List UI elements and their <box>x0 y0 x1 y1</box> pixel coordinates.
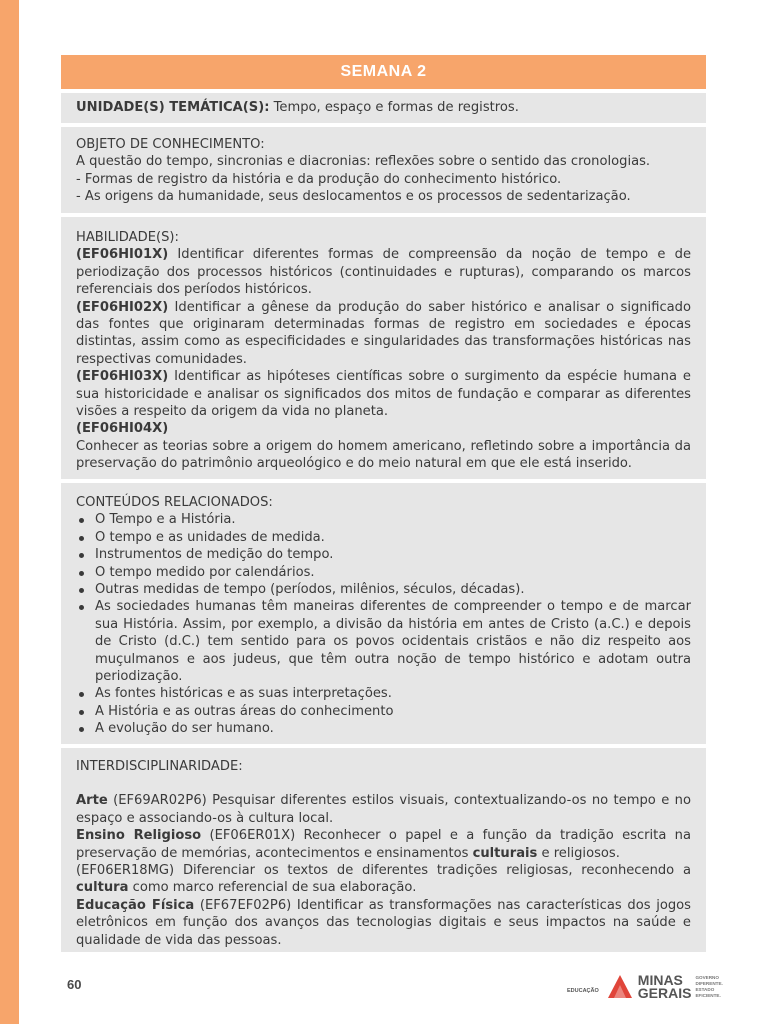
list-item: As fontes históricas e as suas interpretações. <box>76 685 691 702</box>
interdisciplinaridade-box <box>61 748 706 952</box>
habilidade-text: Identificar diferentes formas de compreensão da noção de tempo e de periodização dos processos históricos (continuidades e rupturas), comparando os marcos referenciais dos períodos históricos. <box>76 247 691 298</box>
arte-text: (EF69AR02P6) Pesquisar diferentes estilos visuais, contextualizando-os no tempo e no espaço e associando-os à cultura local. <box>76 793 691 826</box>
side-accent-bar <box>0 0 19 1024</box>
educacao-label: EDUCAÇÃO <box>567 988 599 994</box>
inter-educacao-fisica <box>76 897 691 949</box>
week-title: SEMANA 2 <box>340 63 427 80</box>
conteudos-list <box>76 511 691 737</box>
inter-arte <box>76 792 691 827</box>
ensino-text: (EF06ER01X) Reconhecer o papel e a função da tradição escrita na preservação de memórias, acontecimentos e ensinamentos <box>76 828 691 861</box>
list-item: A evolução do ser humano. <box>76 720 691 737</box>
habilidade-item <box>76 299 691 369</box>
habilidade-code: (EF06HI02X) <box>76 299 169 315</box>
habilidade-code: (EF06HI04X) <box>76 421 169 437</box>
objeto-line: - As origens da humanidade, seus deslocamentos e os processos de sedentarização. <box>76 189 631 205</box>
minas-gerais-wordmark <box>638 974 692 1000</box>
list-item: O tempo e as unidades de medida. <box>76 529 691 546</box>
habilidade-label: HABILIDADE(S): <box>76 230 179 245</box>
inter-er18 <box>76 862 691 897</box>
gerais-text: GERAIS <box>637 985 692 1001</box>
inter-ensino-religioso <box>76 827 691 862</box>
objeto-line: - Formas de registro da história e da produção do conhecimento histórico. <box>76 171 562 187</box>
er18-text-end: como marco referencial de sua elaboração. <box>128 880 417 896</box>
habilidade-text: Identificar a gênese da produção do saber histórico e analisar o significado das fontes que originaram determinadas formas de registro em sociedades e épocas distintas, assim como as especificidades e singularidades das transformações históricas nas respectivas comunidades. <box>76 299 691 367</box>
habilidade-code: (EF06HI01X) <box>76 247 169 263</box>
ensino-label: Ensino Religioso <box>76 828 202 844</box>
minas-gerais-triangle-icon <box>607 974 633 1000</box>
week-header <box>61 55 706 89</box>
unidade-label: UNIDADE(S) TEMÁTICA(S): <box>76 100 270 115</box>
gov-line: EFICIENTE. <box>695 993 721 998</box>
habilidade-text: Identificar as hipóteses científicas sobre o surgimento da espécie humana e sua historicidade e analisar os significados dos mitos de fundação e comparar as diferentes visões a respeito da origem da vida no planeta. <box>76 369 691 420</box>
list-item: O tempo medido por calendários. <box>76 564 691 581</box>
list-item: As sociedades humanas têm maneiras diferentes de compreender o tempo e de marcar sua História. Assim, por exemplo, a divisão da história em antes de Cristo (a.C.) e depois de Cristo (d.C.) tem sentido para os povos ocidentais cristãos e não diz respeito aos muçulmanos e aos judeus, que têm outra noção de tempo histórico e adotam outra periodização. <box>76 598 691 685</box>
objeto-line: A questão do tempo, sincronias e diacronias: reflexões sobre o sentido das cronologias. <box>76 154 651 170</box>
unidade-box <box>61 93 706 123</box>
habilidade-item <box>76 368 691 420</box>
ensino-bold: culturais <box>472 845 538 861</box>
habilidade-code: (EF06HI03X) <box>76 369 169 385</box>
gov-line: GOVERNO <box>695 975 719 980</box>
habilidade-box <box>61 217 706 479</box>
gov-line: ESTADO <box>695 987 715 992</box>
conteudos-label: CONTEÚDOS RELACIONADOS: <box>76 495 273 510</box>
er18-bold: cultura <box>76 880 129 896</box>
habilidade-item <box>76 246 691 298</box>
habilidade-text: Conhecer as teorias sobre a origem do homem americano, refletindo sobre a importância da preservação do patrimônio arqueológico e do meio natural em que ele está inserido. <box>76 438 691 472</box>
unidade-text: Tempo, espaço e formas de registros. <box>269 100 519 115</box>
list-item: A História e as outras áreas do conhecimento <box>76 703 691 720</box>
gov-line: DIFERENTE. <box>695 981 723 986</box>
edfis-label: Educação Física <box>76 897 195 913</box>
governo-tagline <box>695 975 722 999</box>
edfis-text: (EF67EF02P6) Identificar as transformações nas características dos jogos eletrônicos em função dos avanços das tecnologias digitais e seus impactos na saúde e qualidade de vida das pessoas. <box>76 897 692 948</box>
er18-text: (EF06ER18MG) Diferenciar os textos de diferentes tradições religiosas, reconhecendo a <box>76 863 691 879</box>
list-item: O Tempo e a História. <box>76 511 691 528</box>
ensino-text-end: e religiosos. <box>537 845 620 861</box>
list-item: Instrumentos de medição do tempo. <box>76 546 691 563</box>
page-number: 60 <box>67 977 82 992</box>
list-item: Outras medidas de tempo (períodos, milênios, séculos, décadas). <box>76 581 691 598</box>
objeto-box <box>61 127 706 213</box>
footer-logo <box>567 972 723 1002</box>
inter-label: INTERDISCIPLINARIDADE: <box>76 759 243 774</box>
minas-text: MINAS <box>637 972 683 988</box>
objeto-label: OBJETO DE CONHECIMENTO: <box>76 137 265 152</box>
arte-label: Arte <box>76 793 108 809</box>
conteudos-box <box>61 483 706 744</box>
